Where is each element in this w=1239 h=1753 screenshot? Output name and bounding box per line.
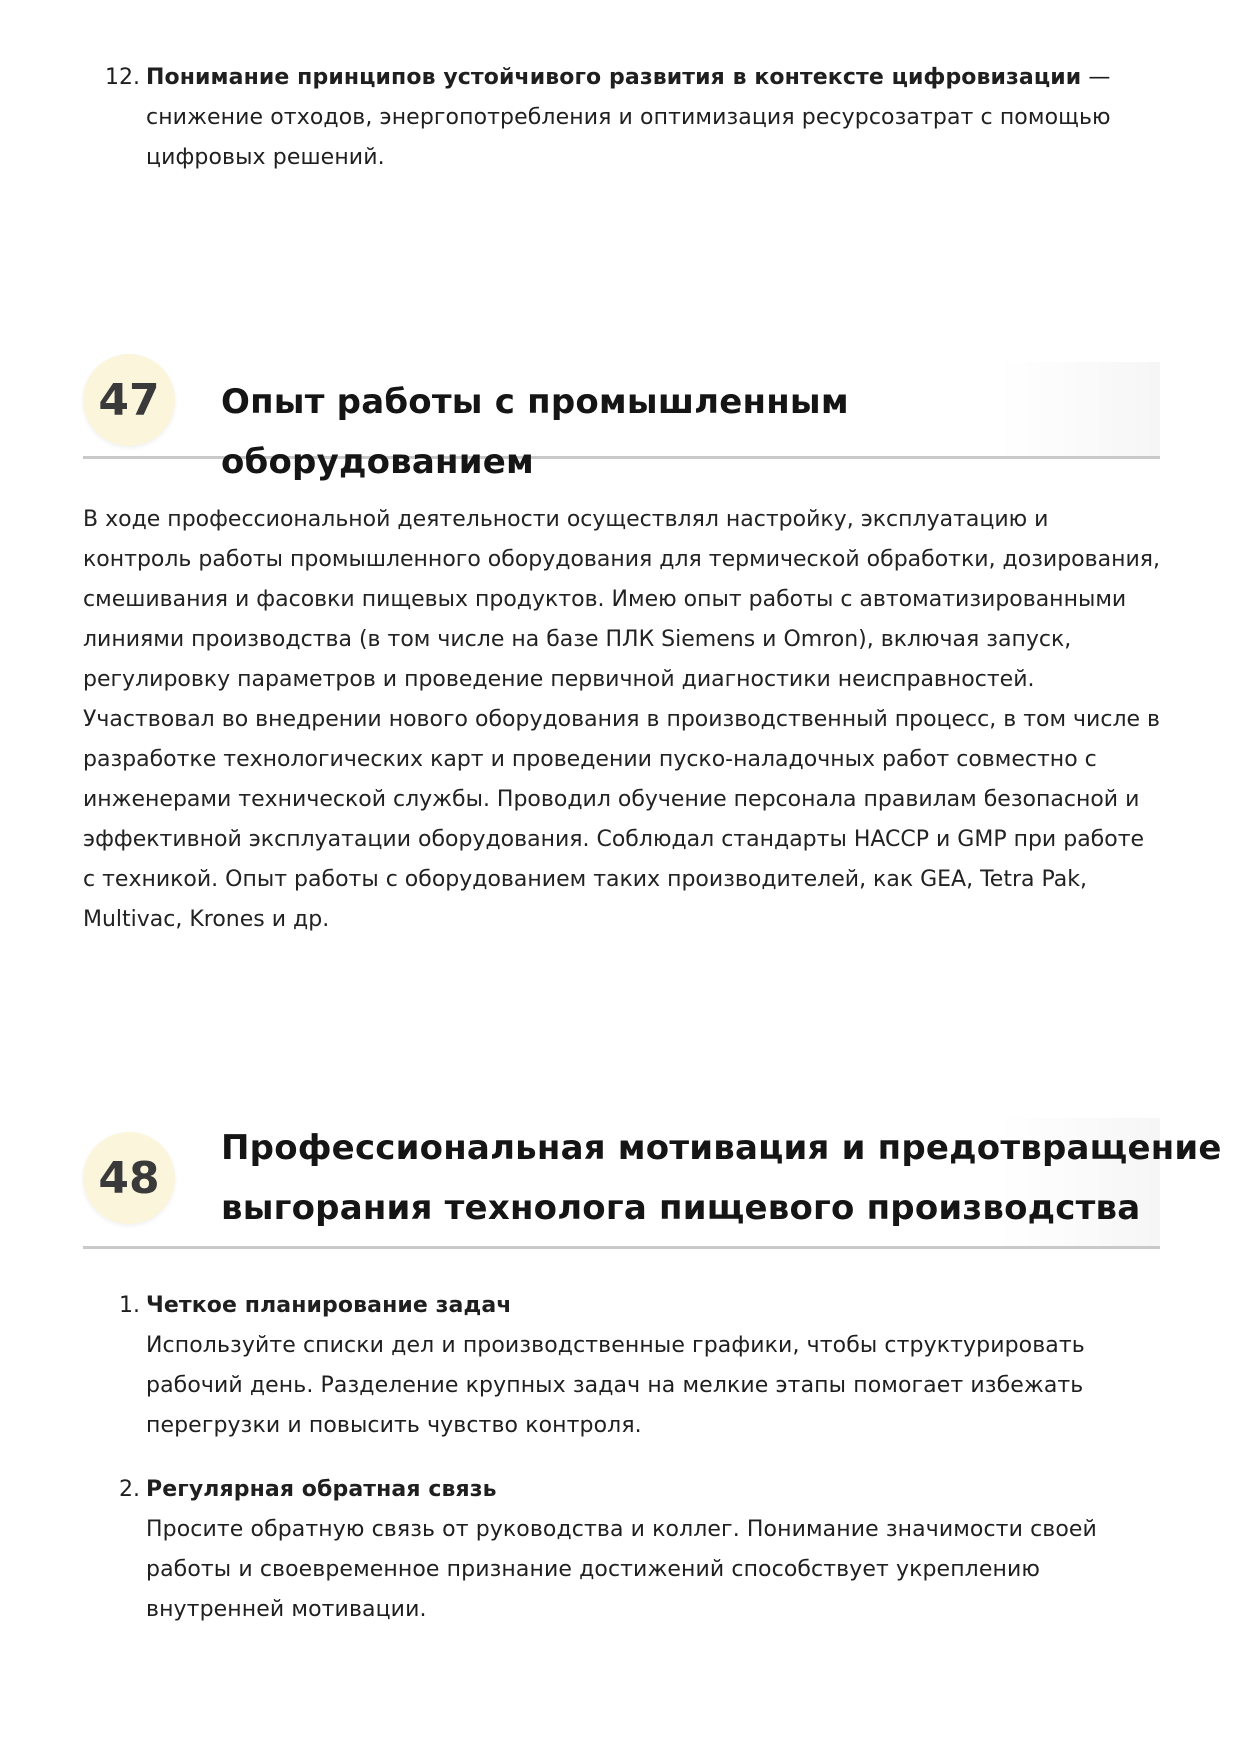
list-item-2 [82, 1470, 1142, 1630]
list-item-text: Используйте списки дел и производственные графики, чтобы структурировать рабочий день. Разделение крупных задач на мелкие этапы помогает избежать перегрузки и повысить чувство контроля. [146, 1333, 1085, 1438]
section-header-47 [83, 362, 1160, 482]
list-item-title: Регулярная обратная связь [146, 1477, 497, 1502]
list-item-rest: — снижение отходов, энергопотребления и оптимизация ресурсозатрат с помощью цифровых решений. [146, 65, 1111, 170]
list-item-number: 2. [119, 1477, 140, 1502]
section-47-paragraph: В ходе профессиональной деятельности осуществлял настройку, эксплуатацию и контроль работы промышленного оборудования для термической обработки, дозирования, смешивания и фасовки пищевых продуктов. Имею опыт работы с автоматизированными линиями производства (в том числе на базе ПЛК Siemens и Omron), включая запуск, регулировку параметров и проведение первичной диагностики неисправностей. Участвовал во внедрении нового оборудования в производственный процесс, в том числе в разработке технологических карт и проведении пуско-наладочных работ совместно с инженерами технической службы. Проводил обучение персонала правилам безопасной и эффективной эксплуатации оборудования. Соблюдал стандарты HACCP и GMP при работе с техникой. Опыт работы с оборудованием таких производителей, как GEA, Tetra Pak, Multivac, Krones и др. [83, 507, 1161, 932]
list-item-12 [82, 58, 1142, 178]
list-item-body [146, 1286, 1126, 1446]
section-title-line-1: Профессиональная мотивация и предотвращение [221, 1128, 1222, 1168]
list-item-bold: Понимание принципов устойчивого развития в контексте цифровизации [146, 65, 1082, 90]
list-item-number: 12. [105, 65, 140, 90]
list-item-1 [82, 1286, 1142, 1446]
section-header-48 [83, 1118, 1222, 1249]
section-number-badge: 48 [83, 1132, 175, 1224]
list-item-title: Четкое планирование задач [146, 1293, 512, 1318]
section-title-line-2: выгорания технолога пищевого производства [221, 1188, 1141, 1228]
list-item-number: 1. [119, 1293, 140, 1318]
section-number-badge: 47 [83, 354, 175, 446]
section-title: Опыт работы с промышленным оборудованием [221, 382, 849, 482]
list-item-text: Просите обратную связь от руководства и коллег. Понимание значимости своей работы и своевременное признание достижений способствует укреплению внутренней мотивации. [146, 1517, 1097, 1622]
list-item-body [146, 1470, 1126, 1630]
list-item-text [146, 58, 1136, 178]
